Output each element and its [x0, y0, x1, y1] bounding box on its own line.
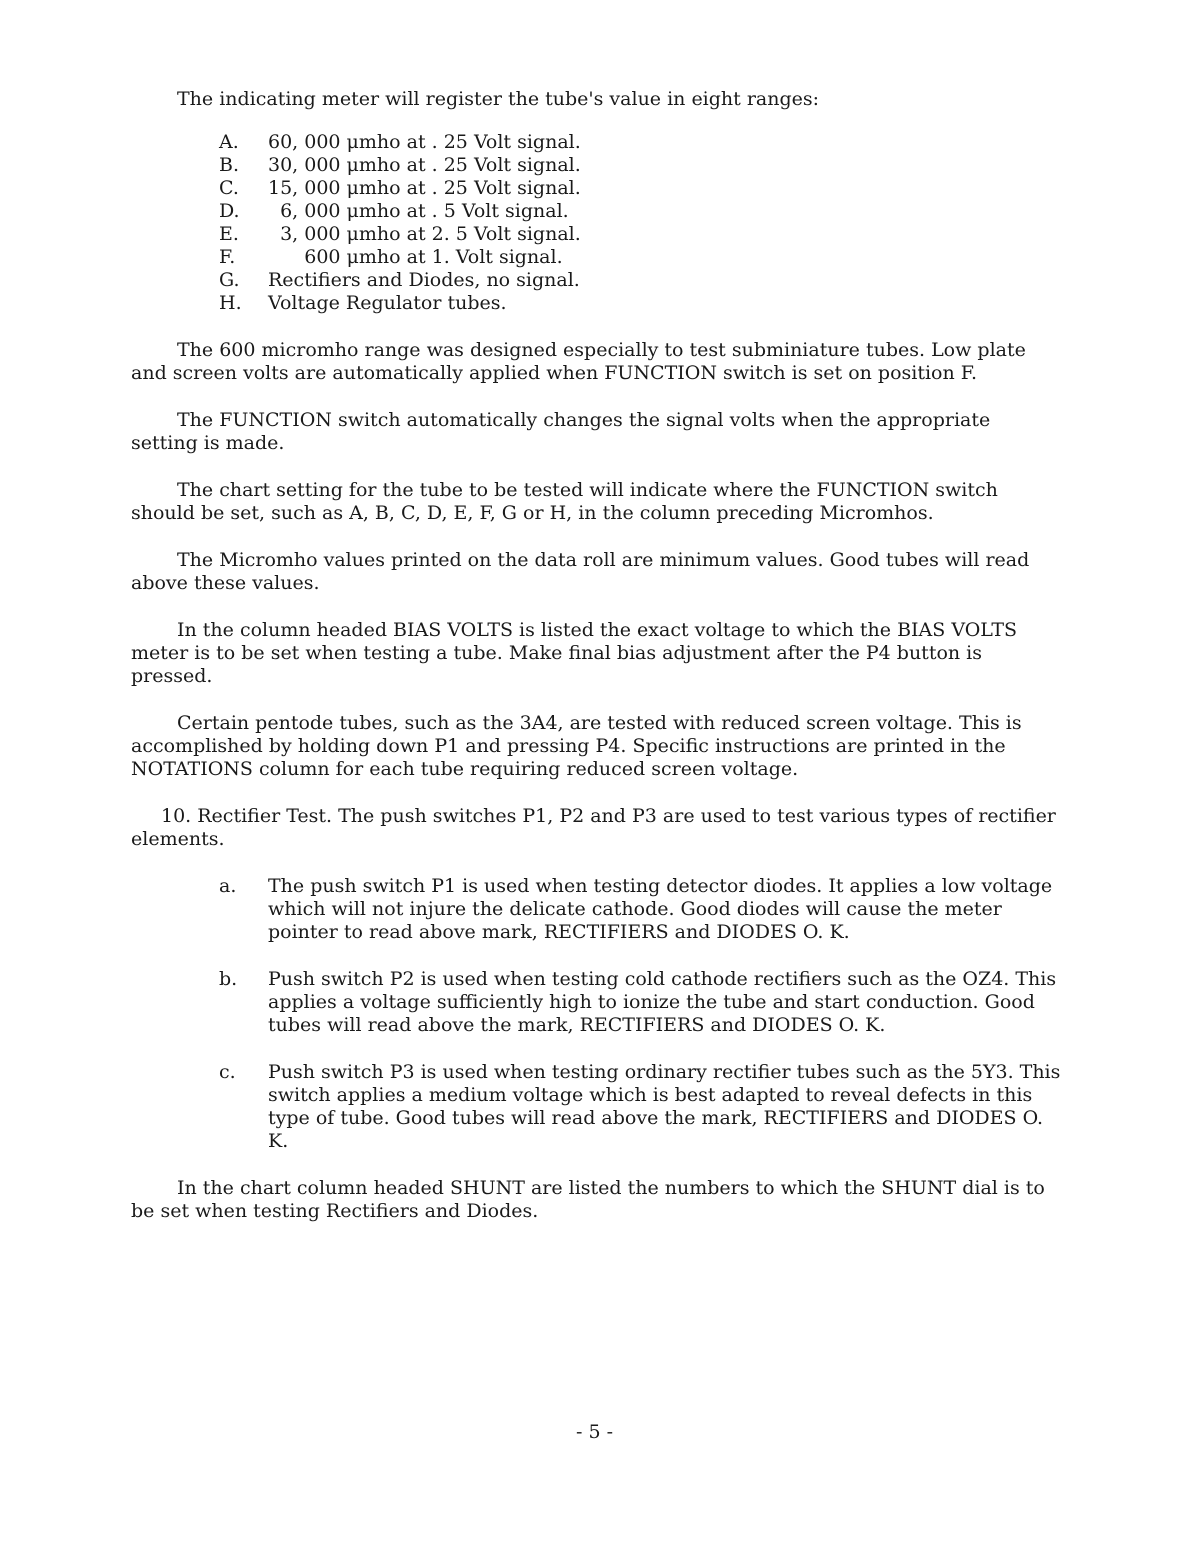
range-item — [219, 223, 1061, 246]
micromho-values-paragraph: The Micromho values printed on the data roll are minimum values. Good tubes will read above these values. — [131, 549, 1030, 594]
range-letter: A. — [219, 131, 239, 153]
range-text: Voltage Regulator tubes. — [268, 292, 507, 314]
range-text: 30, 000 μmho at . 25 Volt signal. — [268, 154, 581, 176]
bias-volts-paragraph: In the column headed BIAS VOLTS is listed the exact voltage to which the BIAS VOLTS meter is to be set when testing a tube. Make final bias adjustment after the P4 button is pressed. — [131, 619, 1018, 687]
document-page — [131, 88, 1061, 1223]
range-letter: F. — [219, 246, 236, 268]
rectifier-test-heading: 10. Rectifier Test. The push switches P1, P2 and P3 are used to test various types of rectifier elements. — [131, 805, 1056, 850]
page-number: - 5 - — [575, 1421, 613, 1443]
range-letter: D. — [219, 200, 240, 222]
range-item — [219, 131, 1061, 154]
meter-range-list — [219, 131, 1061, 315]
item-letter: b. — [219, 968, 238, 990]
range-text: Rectifiers and Diodes, no signal. — [268, 269, 580, 291]
range-item — [219, 200, 1061, 223]
range-item — [219, 177, 1061, 200]
range-letter: C. — [219, 177, 239, 199]
range-item — [219, 269, 1061, 292]
subminiature-paragraph: The 600 micromho range was designed especially to test subminiature tubes. Low plate and screen volts are automatically applied when FUNCTION switch is set on position F. — [131, 339, 1026, 384]
range-text: 15, 000 μmho at . 25 Volt signal. — [268, 177, 581, 199]
range-text: 6, 000 μmho at . 5 Volt signal. — [268, 200, 569, 222]
range-item — [219, 154, 1061, 177]
item-text: Push switch P3 is used when testing ordinary rectifier tubes such as the 5Y3. This switch applies a medium voltage which is best adapted to reveal defects in this type of tube. Good tubes will read above the mark, RECTIFIERS and DIODES O. K. — [268, 1061, 1061, 1152]
shunt-paragraph: In the chart column headed SHUNT are listed the numbers to which the SHUNT dial is to be set when testing Rectifiers and Diodes. — [131, 1177, 1045, 1222]
pentode-paragraph: Certain pentode tubes, such as the 3A4, are tested with reduced screen voltage. This is accomplished by holding down P1 and pressing P4. Specific instructions are printed in the NOTATIONS column for each tube requiring reduced screen voltage. — [131, 712, 1022, 780]
range-item — [219, 292, 1061, 315]
range-text: 600 μmho at 1. Volt signal. — [268, 246, 563, 268]
intro-paragraph: The indicating meter will register the tube's value in eight ranges: — [177, 88, 820, 110]
item-letter: c. — [219, 1061, 236, 1083]
range-letter: H. — [219, 292, 242, 314]
range-item — [219, 246, 1061, 269]
item-letter: a. — [219, 875, 237, 897]
range-letter: B. — [219, 154, 240, 176]
range-text: 60, 000 μmho at . 25 Volt signal. — [268, 131, 581, 153]
rectifier-item — [219, 1061, 1061, 1153]
range-letter: G. — [219, 269, 240, 291]
chart-setting-paragraph: The chart setting for the tube to be tested will indicate where the FUNCTION switch should be set, such as A, B, C, D, E, F, G or H, in the column preceding Micromhos. — [131, 479, 998, 524]
function-switch-paragraph: The FUNCTION switch automatically changes the signal volts when the appropriate setting is made. — [131, 409, 991, 454]
rectifier-item — [219, 875, 1061, 944]
item-text: Push switch P2 is used when testing cold cathode rectifiers such as the OZ4. This applies a voltage sufficiently high to ionize the tube and start conduction. Good tubes will read above the mark, RECTIFIERS and DIODES O. K. — [268, 968, 1057, 1036]
item-text: The push switch P1 is used when testing detector diodes. It applies a low voltage which will not injure the delicate cathode. Good diodes will cause the meter pointer to read above mark, RECTIFIERS and DIODES O. K. — [268, 875, 1053, 943]
rectifier-item — [219, 968, 1061, 1037]
range-text: 3, 000 μmho at 2. 5 Volt signal. — [268, 223, 581, 245]
range-letter: E. — [219, 223, 239, 245]
